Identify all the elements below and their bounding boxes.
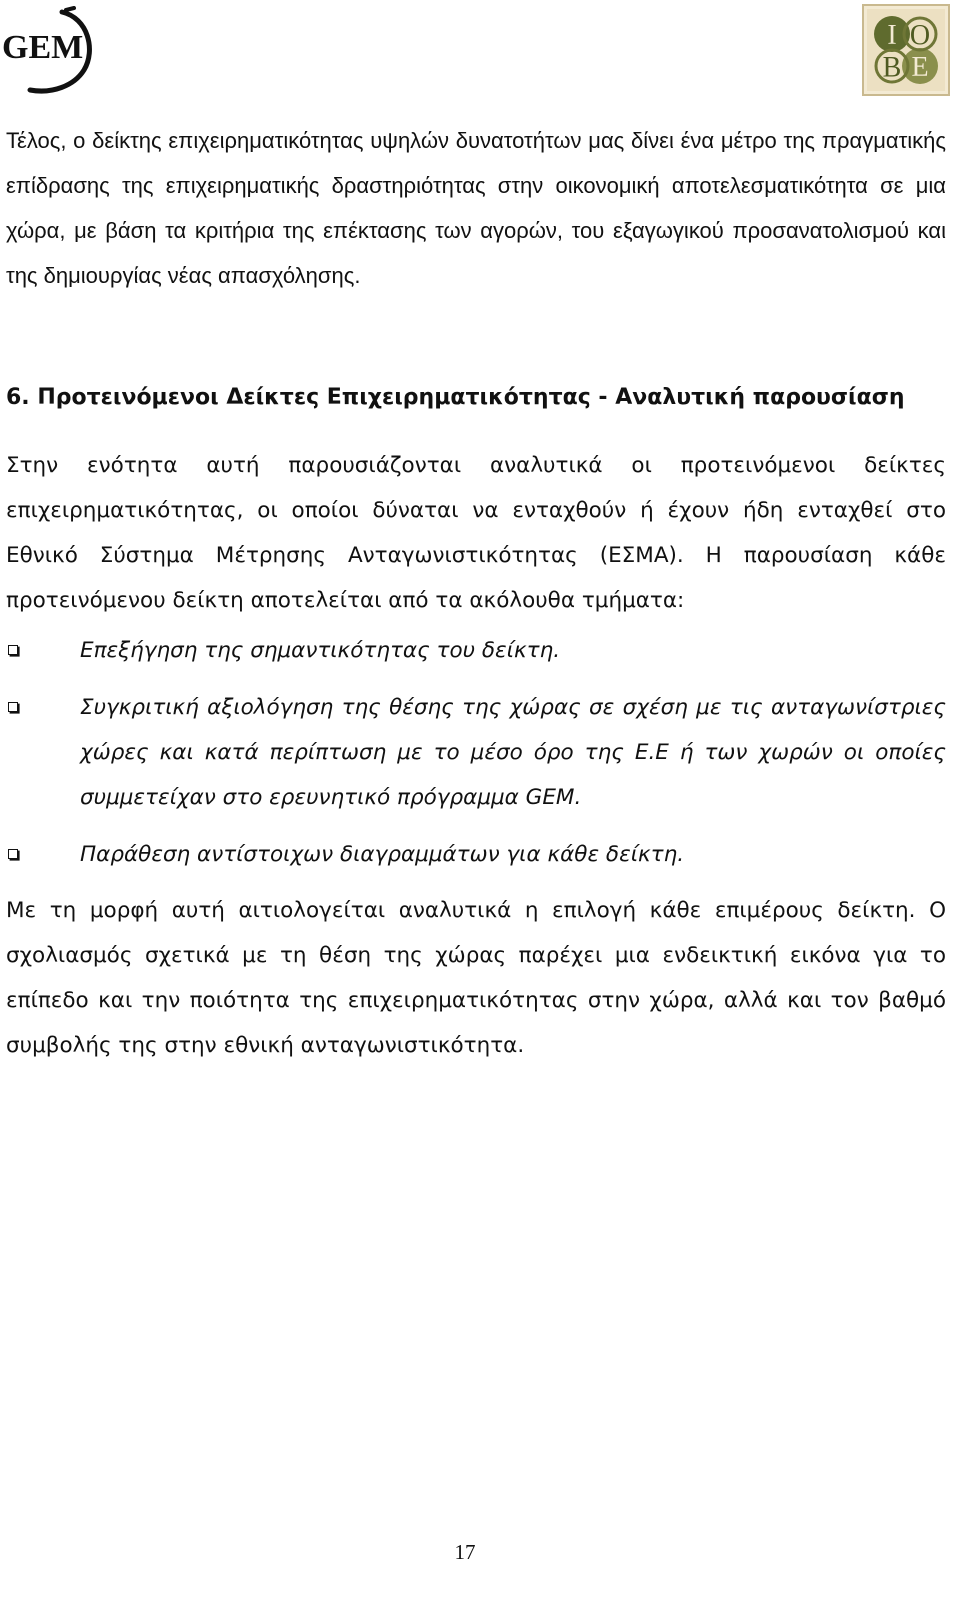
- closing-paragraph: Με τη μορφή αυτή αιτιολογείται αναλυτικά η επιλογή κάθε επιμέρους δείκτη. Ο σχολιασμός σχετικά με τη θέση της χώρας παρέχει μια ενδεικτική εικόνα για το επίπεδο και την ποιότητα της επιχειρηματικότητας στην χώρα, αλλά και τον βαθμό συμβολής της στην εθνική ανταγωνιστικότητα.: [6, 898, 946, 1058]
- iobe-letter-4: Ε: [911, 52, 929, 83]
- iobe-logo: [862, 4, 950, 96]
- iobe-letter-2: Ο: [909, 20, 931, 51]
- checkbox-bullet-icon: [8, 645, 18, 655]
- bullet-text: Συγκριτική αξιολόγηση της θέσης της χώρας σε σχέση με τις ανταγωνίστριες χώρες και κατά περίπτωση με το μέσο όρο της Ε.Ε ή των χωρών οι οποίες συμμετείχαν στο ερευνητικό πρόγραμμα GEM.: [80, 695, 946, 810]
- gem-logo: [0, 6, 100, 94]
- iobe-letter-1: Ι: [887, 20, 897, 51]
- page-number: 17: [454, 1540, 476, 1564]
- bullet-item: [0, 832, 946, 877]
- bullet-text: Παράθεση αντίστοιχων διαγραμμάτων για κάθε δείκτη.: [80, 842, 685, 867]
- bullet-list: [0, 628, 960, 889]
- checkbox-bullet-icon: [8, 849, 18, 859]
- bullet-text: Επεξήγηση της σημαντικότητας του δείκτη.: [80, 638, 561, 663]
- section-heading: 6. Προτεινόμενοι Δείκτες Επιχειρηματικότητας - Αναλυτική παρουσίαση: [6, 385, 905, 410]
- gem-logo-text: GEM: [2, 29, 84, 66]
- intro-paragraph: Τέλος, ο δείκτης επιχειρηματικότητας υψηλών δυνατοτήτων μας δίνει ένα μέτρο της πραγματικής επίδρασης της επιχειρηματικής δραστηριότητας στην οικονομική αποτελεσματικότητα σε μια χώρα, με βάση τα κριτήρια της επέκτασης των αγορών, του εξαγωγικού προσανατολισμού και της δημιουργίας νέας απασχόλησης.: [6, 128, 946, 288]
- checkbox-bullet-icon: [8, 702, 18, 712]
- bullet-item: [0, 685, 946, 820]
- section-paragraph: Στην ενότητα αυτή παρουσιάζονται αναλυτικά οι προτεινόμενοι δείκτες επιχειρηματικότητας, οι οποίοι δύναται να ενταχθούν ή έχουν ήδη ενταχθεί στο Εθνικό Σύστημα Μέτρησης Ανταγωνιστικότητας (ΕΣΜΑ). Η παρουσίαση κάθε προτεινόμενου δείκτη αποτελείται από τα ακόλουθα τμήματα:: [6, 453, 946, 613]
- iobe-letter-3: Β: [882, 52, 902, 83]
- bullet-item: [0, 628, 946, 673]
